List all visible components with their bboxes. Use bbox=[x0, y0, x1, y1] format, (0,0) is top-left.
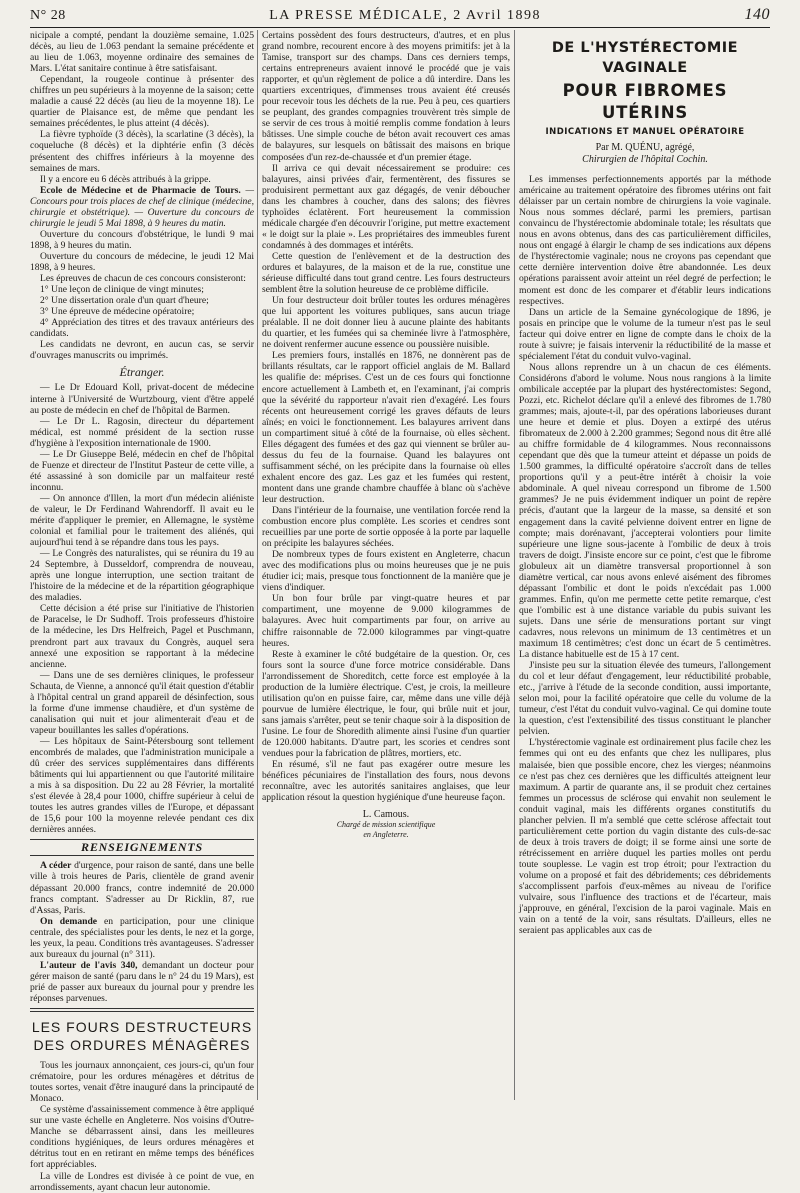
notice-text: demandant un docteur pour gérer maison de santé (paru dans le n° 24 du 19 Mars), est prié de passer aux bureaux du journal pour y prendre les réponses parvenues. bbox=[30, 959, 254, 1004]
article-title bbox=[30, 1018, 254, 1054]
list-item: 3° Une épreuve de médecine opératoire; bbox=[40, 306, 195, 318]
paragraph: Les épreuves de chacun de ces concours consisteront: bbox=[40, 273, 246, 285]
column-middle bbox=[262, 30, 510, 1104]
section-subtitle: Étranger. bbox=[119, 365, 165, 380]
news-head: Ecole de Médecine et de Pharmacie de Tours. bbox=[40, 184, 241, 196]
paragraph: Un bon four brûle par vingt-quatre heures et par compartiment, une moyenne de 9.000 kilogrammes de balayures. Avec huit compartiments par four, on arrive au chiffre raisonnable de 72.000 kilogrammes par vingt-quatre heures. bbox=[262, 593, 510, 649]
notice-head: L'auteur de l'avis 340, bbox=[40, 959, 138, 971]
paragraph: Un four destructeur doit brûler toutes les ordures ménagères que lui apportent les voitures publiques, sans aucun triage préalable. Il ne doit donner lieu à aucune plainte des habitants du quartier, et les fumées qui sa cheminée livre à l'atmosphère, ne doivent renfermer aucune essence ou poussière nuisible. bbox=[262, 295, 510, 351]
issue-number: N° 28 bbox=[30, 8, 66, 23]
paragraph: Dans l'intérieur de la fournaise, une ventilation forcée rend la combustion encore plus complète. Les scories et cendres sont recueillies par une porte de sortie opposée à la porte par laquelle on précipite les balayures séchées. bbox=[262, 505, 510, 550]
article-title-line: LES FOURS DESTRUCTEURS bbox=[31, 1019, 253, 1036]
page-number: 140 bbox=[744, 6, 770, 23]
author-name: Par M. QUÉNU, agrégé, bbox=[595, 142, 695, 154]
divider bbox=[30, 1011, 254, 1012]
paragraph bbox=[30, 960, 254, 1004]
paragraph: — On annonce d'Illen, la mort d'un médecin aliéniste de valeur, le Dr Ferdinand Wahrendorff. Il avait eu le mérite d'appliquer le premier, en Allemagne, le système colonial et familial pour le traitement des aliénés, qui aujourd'hui tend à se répandre dans tous les pays. bbox=[30, 492, 254, 549]
header-rule bbox=[30, 27, 770, 28]
paragraph: J'insiste peu sur la situation élevée des tumeurs, l'allongement du col et leur défaut d'engagement, leur réductibilité probable, etc., j'arrive à l'étude de la seconde condition, aussi importante, selon moi, pour la facilité opératoire que celle du volume de la tumeur, c'est l'état du conduit vulvo-vaginal. Ce qui domine toute la question, c'est l'extensibilité des tissus constituant le plancher pelvien. bbox=[519, 660, 771, 738]
column-left bbox=[30, 30, 254, 1193]
paragraph: — Les hôpitaux de Saint-Pétersbourg sont tellement encombrés de malades, que l'administration municipale a dû créer des services supplémentaires dans différents bâtiments qui lui appartiennent ou que l'autorité militaire a mis à sa disposition. Du 22 au 28 Février, la mortalité s'est élevée à 28,4 pour 1000, chiffre supérieur à celui de toutes les autres grandes villes de l'Europe, et dépassant de 15,6 pour 100 la moyenne relevée pendant ces dix dernières années. bbox=[30, 735, 254, 836]
paragraph: Tous les journaux annonçaient, ces jours-ci, qu'un four crématoire, pour les ordures ménagères et détritus de toutes sortes, venait d'être inauguré dans la principauté de Monaco. bbox=[30, 1060, 254, 1105]
article-title-line: DES ORDURES MÉNAGÈRES bbox=[33, 1037, 251, 1054]
news-text: — Concours pour trois places de chef de clinique (médecine, chirurgie et obstétrique). — Ouverture du concours de chirurgie le jeudi 5 Mai 1898, à 9 heures du matin. bbox=[30, 184, 254, 229]
paragraph: — Le Dr Edouard Koll, privat-docent de médecine interne à l'Université de Wurtzbourg, vient d'être appelé au poste de médecin en chef de l'hôpital de Barmen. bbox=[30, 382, 254, 416]
paragraph: Reste à examiner le côté budgétaire de la question. Or, ces fours sont la source d'une force motrice considérable. Dans l'arrondissement de Shoreditch, cette force est employée à la production de la lumière électrique. C'est, je crois, la meilleure utilisation qu'on en puisse faire, car, même dans une ville déjà pourvue de lumière électrique, le four, qui brûle nuit et jour, sans jamais s'arrêter, peut se tenir chaque soir à la disposition de l'usine. Le four de Shoredith alimente ainsi l'usine d'un quartier de 120.000 habitants. D'autre part, les scories et cendres sont vendues pour la fabrication de plâtres, mortiers, etc. bbox=[262, 648, 510, 760]
author-role: Chirurgien de l'hôpital Cochin. bbox=[582, 154, 708, 166]
paragraph: De nombreux types de fours existent en Angleterre, chacun avec des modifications plus ou moins heureuses que je ne puis étudier ici; mais, presque tous fonctionnent de la manière que je viens d'indiquer. bbox=[262, 549, 510, 594]
column-divider bbox=[257, 30, 258, 1100]
paragraph: Cette décision a été prise sur l'initiative de l'historien de Paracelse, le Dr Sudhoff. Trois professeurs d'histoire de la médecine, les Drs Helfreich, Pagel et Puschmann, prendront part aux travaux du Congrès, auquel sera annexé une exposition se rapportant à la médecine ancienne. bbox=[30, 603, 254, 670]
column-right bbox=[519, 30, 771, 1104]
paragraph bbox=[30, 860, 254, 915]
paragraph: Certains possèdent des fours destructeurs, d'autres, et en plus grand nombre, recourent encore à des moyens primitifs: jet à la Tamise, transport sur des champs. Dans ces derniers temps, certains entrepreneurs avaient innové le procédé que je vais rapporter, et qu'un règlement de police a dû interdire. Dans les quartiers excentriques, d'immenses trous avaient été creusés pour recevoir tous les déchets de la rue. Peu à peu, ces quartiers se peuplant, des grandes compagnies trouvèrent très simple de se servir de ces trous à moitié remplis comme fondation à leurs bâtisses. Une simple couche de béton avait recouvert ces amas de balayures, sur lesquels on bâtissait des maisons en brique composées d'un rez-de-chaussée et d'un premier étage. bbox=[262, 30, 510, 163]
list-item: 1° Une leçon de clinique de vingt minutes; bbox=[40, 284, 204, 296]
paragraph: En résumé, s'il ne faut pas exagérer outre mesure les bénéfices pécuniaires de l'installation des fours, nous devons reconnaître, avec les autorités sanitaires anglaises, que leur application résout la question hygiénique d'une heureuse façon. bbox=[262, 759, 510, 804]
paragraph: L'hystérectomie vaginale est ordinairement plus facile chez les femmes qui ont eu des enfants que chez les nullipares, plus malaisée, bien que possible encore, chez les vierges; néanmoins ce n'est pas chez ces dernières que les difficultés atteignent leur maximum. A partir de quarante ans, il se produit chez certaines femmes un processus de sclérose qui envahit non seulement le conduit vaginal, mais les différents organes constitutifs du plancher pelvien. Il m'a semblé que cette sclérose affectait tout particulièrement cette portion du vagin distante des culs-de-sac de deux à trois travers de doigt; il se forme ainsi une sorte de rétrécissement en arrière duquel les parties molles ont perdu toute souplesse. Le vagin est trop étroit; pour l'extraction du volume on a proposé et fait des débridements; ces débridements s'accomplissent parfois d'eux-mêmes au niveau de l'orifice vulvaire, sous l'influence des tractions et de l'écarteur, mais j'approuve, en général, l'excision de la paroi vaginale. Mais en vain on a tenté de la voir, sans résultats. D'ailleurs, elles ne seraient pas applicables aux cas de bbox=[519, 737, 771, 937]
article-subtitle: INDICATIONS ET MANUEL OPÉRATOIRE bbox=[545, 127, 745, 137]
article-title: DE L'HYSTÉRECTOMIE VAGINALE bbox=[551, 40, 739, 76]
list-item: 4° Appréciation des titres et des travaux antérieurs des candidats. bbox=[30, 317, 254, 340]
author-role: en Angleterre. bbox=[363, 830, 409, 840]
author-signature: L. Camous. bbox=[362, 809, 410, 821]
page-header bbox=[30, 6, 770, 26]
paragraph: Ouverture du concours de médecine, le jeudi 12 Mai 1898, à 9 heures. bbox=[30, 250, 254, 273]
paragraph: Il y a encore eu 6 décès attribués à la grippe. bbox=[40, 173, 211, 185]
paragraph bbox=[30, 185, 254, 229]
list-item: 2° Une dissertation orale d'un quart d'heure; bbox=[40, 295, 209, 307]
paragraph bbox=[30, 916, 254, 960]
paragraph: Cependant, la rougeole continue à présenter des chiffres un peu supérieurs à la moyenne de la saison; cette maladie a causé 22 décès (au lieu de la moyenne 18). Le quartier de Plaisance est, de même que pendant les semaines précédentes, le plus atteint (4 décès). bbox=[30, 74, 254, 130]
author-role: Chargé de mission scientifique bbox=[336, 820, 436, 830]
paragraph: Ouverture du concours d'obstétrique, le lundi 9 mai 1898, à 9 heures du matin. bbox=[30, 228, 254, 251]
paragraph: — Le Congrès des naturalistes, qui se réunira du 19 au 24 Septembre, à Dusseldorf, comprendra de nouveau, après une longue interruption, une section traitant de l'histoire de la médecine et de la répartition géographique des maladies. bbox=[30, 548, 254, 604]
paragraph: nicipale a compté, pendant la douzième semaine, 1.025 décès, au lieu de 1.063 pendant la semaine précédente et au lieu de 1.063, moyenne ordinaire des semaines de Mars. L'état sanitaire continue à être satisfaisant. bbox=[30, 30, 254, 75]
notice-text: d'urgence, pour raison de santé, dans une belle ville à trois heures de Paris, clientèle de grand avenir dépassant 20.000 francs, contre indemnité de 20.000 francs comptant. S'adresser au Dr Ricklin, 87, rue d'Assas, Paris. bbox=[30, 860, 254, 916]
article-title: POUR FIBROMES UTÉRINS bbox=[562, 81, 728, 122]
paragraph: Il arriva ce qui devait nécessairement se produire: ces balayures, ainsi privées d'air, fermentèrent, des fissures se produisirent permettant aux gaz dégagés, de venir déboucher dans les chambres à coucher, dans des salons; des fièvres typhoïdes éclatèrent. Fort heureusement la commission médicale chargée d'en découvrir l'origine, put mettre exactement « le doigt sur la plaie ». Les propriétaires des immeubles furent condamnés à des dommages et intérêts. bbox=[262, 162, 510, 251]
paragraph: Les candidats ne devront, en aucun cas, se servir d'ouvrages manuscrits ou imprimés. bbox=[30, 339, 254, 362]
paragraph: La fièvre typhoïde (3 décès), la scarlatine (3 décès), la coqueluche (8 décès) et la diphtérie enfin (3 décès présentent des chiffres inférieurs à la moyenne des semaines de mars. bbox=[30, 129, 254, 174]
paragraph: Dans un article de la Semaine gynécologique de 1896, je posais en principe que le volume de la tumeur n'est pas le seul facteur qui doive entrer en ligne de compte dans le choix de la route à suivre; je faisais intervenir la réductibilité de la masse et spécialement l'état du conduit vulvo-vaginal. bbox=[519, 306, 771, 362]
paragraph: — Dans une de ses dernières cliniques, le professeur Schauta, de Vienne, a annoncé qu'il était question d'établir à l'hôpital central un grand appareil de désinfection, sous la forme d'une immense chaudière, et d'un système de canalisation qui nuit et jour alimenterait d'eau et de vapeur bouillantes les salles d'opérations. bbox=[30, 669, 254, 736]
journal-title: LA PRESSE MÉDICALE, 2 Avril 1898 bbox=[269, 8, 541, 23]
paragraph: — Le Dr Giuseppe Belé, médecin en chef de l'hôpital de Fuenze et directeur de l'Institut Pasteur de cette ville, a été assassiné à son domicile par un malfaiteur resté inconnu. bbox=[30, 448, 254, 493]
notice-head: A céder bbox=[40, 860, 72, 872]
notice-head: On demande bbox=[40, 915, 98, 927]
byline bbox=[519, 142, 771, 166]
divider bbox=[30, 1008, 254, 1009]
paragraph: Les premiers fours, installés en 1876, ne donnèrent pas de brillants résultats, car le rapport officiel anglais de M. Ballard les qualifie de: méprises. C'est un de ces fours qui fonctionne encore actuellement à Lambeth et, en l'examinant, j'ai compris que la sévérité du rapporteur n'avait rien d'exagéré. Les fours récents ont heureusement corrigé les graves défauts de leurs aînés; en voici le fonctionnement. Les balayures arrivent dans un compartiment situé à côté de la fournaise, où elles sèchent. Elles dégagent des fumées et des gaz qui viennent se brûler au-dessus du feu de la fournaise. Quand les balayures ont suffisamment séché, on les précipite dans la fournaise où elles exhalent encore des gaz. Les gaz et les fumées qui restent, montent dans une grande chambre chauffée à blanc où s'achève leur destruction. bbox=[262, 350, 510, 505]
paragraph: — Le Dr L. Ragosin, directeur du département médical, est nommé président de la section russe d'hygiène à l'exposition internationale de 1900. bbox=[30, 415, 254, 449]
paragraph: Cette question de l'enlèvement et de la destruction des ordures et balayures, de la maison et de la rue, constitue une sérieuse difficulté dans tout grand centre. Les fours destructeurs semblent être la solution heureuse de ce problème difficile. bbox=[262, 250, 510, 296]
section-heading: RENSEIGNEMENTS bbox=[30, 839, 254, 856]
paragraph: La ville de Londres est divisée à ce point de vue, en arrondissements, ayant chacun leur autonomie. bbox=[30, 1170, 254, 1193]
column-divider bbox=[514, 30, 515, 1100]
notice-text: en participation, pour une clinique centrale, des spécialistes pour les dents, le nez et la gorge, les yeux, la peau. Conditions très avantageuses. S'adresser aux bureaux du journal (n° 311). bbox=[30, 915, 254, 960]
paragraph: Les immenses perfectionnements apportés par la méthode américaine au traitement opératoire des fibromes utérins ont fait délaisser par un certain nombre de chirurgiens la voie vaginale. Nous nous sommes déclaré, parmi les premiers, partisan convaincu de l'hystérectomie abdominale totale; les résultats que nous en avons obtenus, dans des cas particulièrement difficiles, nous ont engagé à élargir le champ de ses indications aux dépens de l'hystérectomie vaginale; nous ne croyons pas cependant que cette dernière intervention doive être abandonnée. Les deux opérations paraissent avoir atteint un réel degré de perfection; le moment est donc de les comparer et d'établir leurs indications respectives. bbox=[519, 174, 771, 307]
paragraph: Nous allons reprendre un à un chacun de ces éléments. Considérons d'abord le volume. Nous nous rangions à la limite ombilicale acceptée par la plupart des hystérectomistes: Segond, Pozzi, etc. Richelot déclare qu'il a enlevé des fibromes de 1.780 grammes; mais, ajoute-t-il, par des opérations laborieuses durant une heure et demie et plus. Doyen a extirpé des utérus fibromateux de 2.000 à 2.200 grammes; Segond nous dit être allé au chiffre formidable de 4 kilogrammes. Nous reconnaissons cependant que dès que la tumeur atteint et dépasse un poids de 1.500 grammes, la difficulté opératoire s'accroît dans de telles proportions qu'il y a peut-être intérêt à choisir la voie abdominale. A quel niveau correspond un fibrome de 1.500 grammes? Je ne puis évidemment indiquer un point de repère précis, d'autant que la largeur de la masse, sa densité et son engagement dans la cavité pelvienne doivent entrer en ligne de compte; mais dorénavant, j'accepterai volontiers pour limite supérieure une ligne sous-jacente à l'ombilic de deux à trois travers de doigt. J'insiste encore sur ce point, c'est que le fibrome globuleux ait un diamètre transversal proportionnel à son diamètre vertical, car nous avons enlevé aisément des fibromes dépassant l'ombilic et dont le poids n'excédait pas 1.000 grammes. Enfin, qu'on me permette cette petite remarque, c'est que l'ombilic est à une distance variable du pubis suivant les sujets. Dans une série de mensurations portant sur vingt cadavres, nous relevons un minimum de 13 centimètres et un maximum 18 centimètres; c'est donc un écart de 5 centimètres. La distance habituelle est de 15 à 17 cent. bbox=[519, 361, 771, 661]
paragraph: Ce système d'assainissement commence à être appliqué sur une vaste échelle en Angleterre. Nos voisins d'Outre-Manche se débarrassent ainsi, dans les meilleures conditions hygiéniques, de leurs ordures ménagères et détritus tout en en retirant en même temps des bénéfices fort appréciables. bbox=[30, 1104, 254, 1171]
